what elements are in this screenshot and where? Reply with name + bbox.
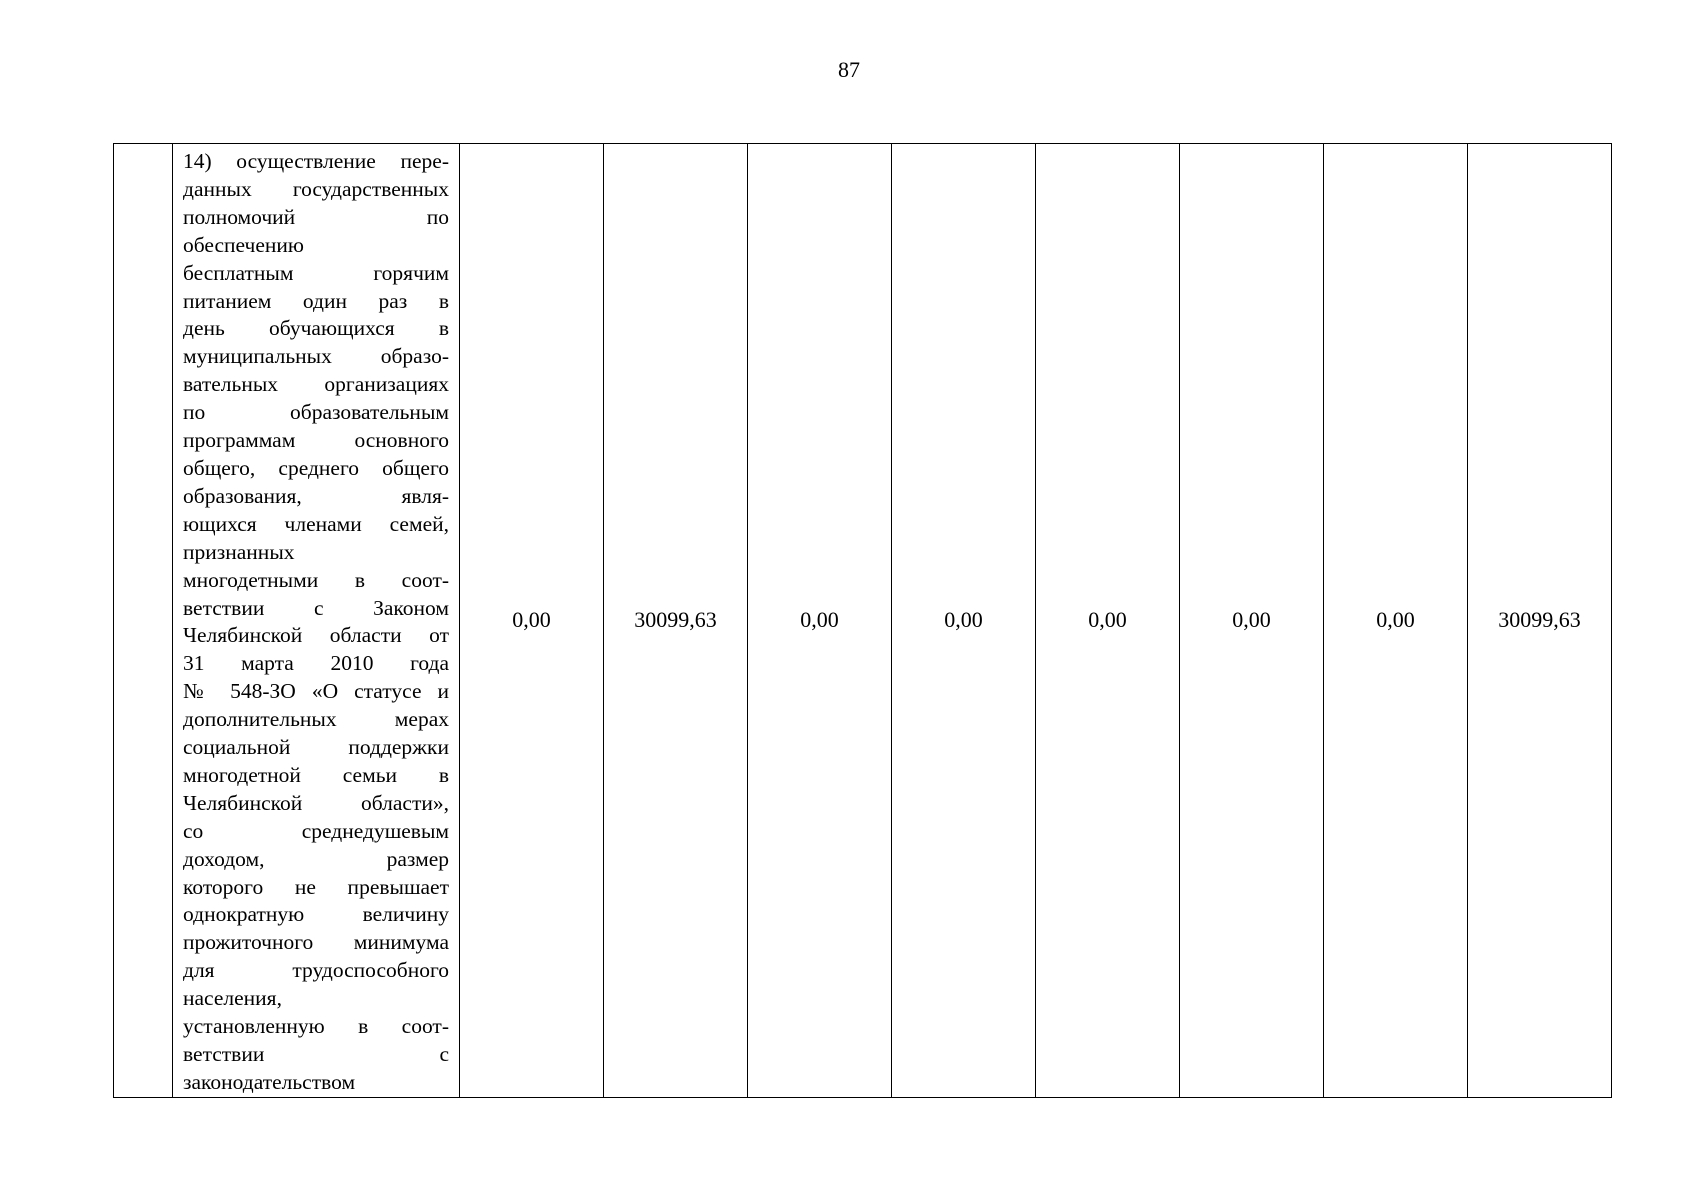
value-cell-1: 0,00 (460, 144, 604, 1098)
description-line: ющихся членами семей, (183, 511, 449, 536)
row-description-cell (173, 144, 460, 1098)
row-description-text (183, 148, 449, 1097)
description-line: многодетной семьи в (183, 762, 449, 787)
description-line: Челябинской области от (183, 623, 449, 648)
description-line: которого не превышает (183, 874, 449, 899)
value-cell-4: 0,00 (892, 144, 1036, 1098)
page-number: 87 (838, 57, 860, 82)
description-line: для трудоспособного (183, 958, 449, 983)
description-line: прожиточного минимума (183, 930, 449, 955)
value-cell-7: 0,00 (1324, 144, 1468, 1098)
description-line: 14) осуществление пере- (183, 149, 449, 173)
description-line: законодательством (183, 1069, 356, 1094)
description-line: многодетными в соот- (183, 567, 449, 592)
description-line: признанных (183, 539, 295, 564)
value-cell-3: 0,00 (748, 144, 892, 1098)
description-line: дополнительных мерах (183, 707, 449, 732)
description-line: муниципальных образо- (183, 344, 449, 369)
description-line: Челябинской области», (183, 790, 449, 815)
description-line: обеспечению (183, 232, 304, 257)
description-line: программам основного (183, 428, 449, 453)
description-line: доходом, размер (183, 846, 449, 871)
value-cell-5: 0,00 (1036, 144, 1180, 1098)
description-line: ветствии с (183, 1042, 449, 1066)
value-cell-2: 30099,63 (604, 144, 748, 1098)
table-row (114, 144, 1612, 1098)
description-line: ветствии с Законом (183, 595, 449, 620)
description-line: полномочий по (183, 204, 449, 229)
description-line: данных государственных (183, 176, 449, 201)
description-line: день обучающихся в (183, 316, 449, 341)
description-line: образования, явля- (183, 483, 449, 508)
description-line: общего, среднего общего (183, 455, 449, 480)
row-index-cell (114, 144, 173, 1098)
value-cell-8: 30099,63 (1468, 144, 1612, 1098)
value-cell-6: 0,00 (1180, 144, 1324, 1098)
description-line: по образовательным (183, 400, 449, 425)
description-line: со среднедушевым (183, 818, 449, 843)
description-line: питанием один раз в (183, 288, 449, 313)
description-line: населения, (183, 986, 282, 1011)
description-line: однократную величину (183, 902, 449, 927)
description-line: бесплатным горячим (183, 260, 449, 285)
description-line: № 548-ЗО «О статусе и (183, 679, 449, 704)
description-line: 31 марта 2010 года (183, 651, 449, 676)
description-line: вательных организациях (183, 372, 449, 397)
description-line: социальной поддержки (183, 735, 449, 760)
budget-table (113, 143, 1612, 1098)
description-line: установленную в соот- (183, 1014, 449, 1039)
